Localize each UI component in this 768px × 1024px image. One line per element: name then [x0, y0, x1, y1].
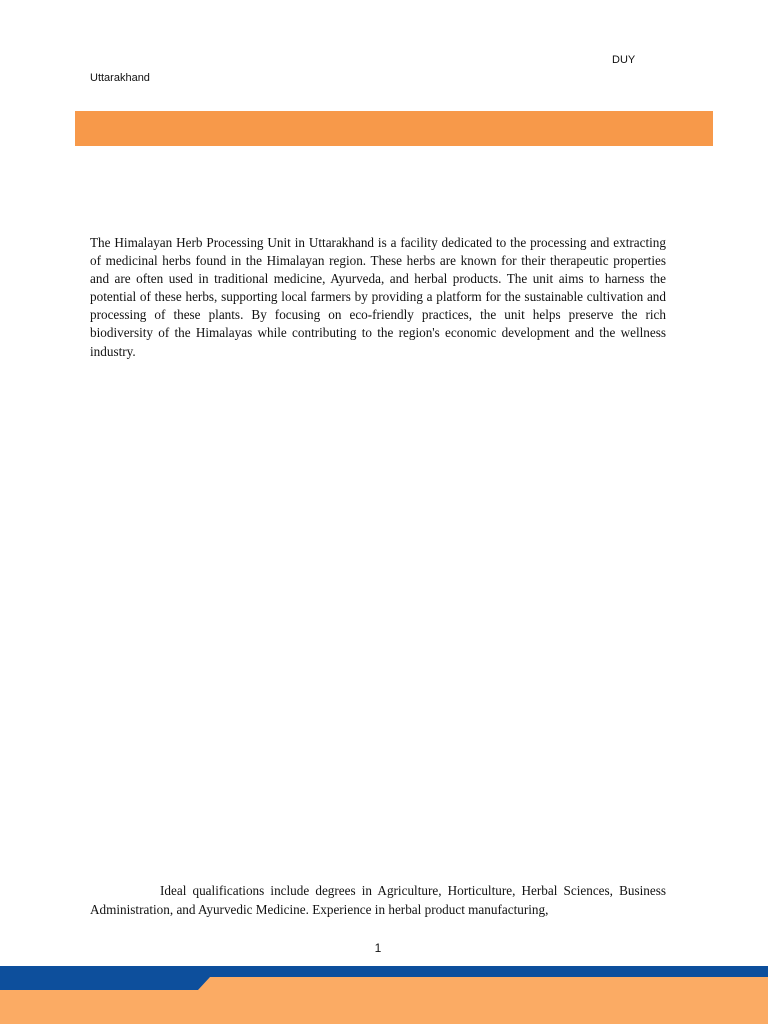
header-location: Uttarakhand — [90, 72, 150, 84]
header-accent-bar — [75, 111, 713, 146]
page-number: 1 — [374, 941, 382, 955]
qualifications-paragraph: Ideal qualifications include degrees in Agriculture, Horticulture, Herbal Sciences, Business Administration, and Ayurvedic Medicine. Experience in herbal product manufacturing, — [90, 883, 666, 917]
footer-band — [0, 966, 768, 1024]
header-right-text: DUY — [612, 54, 636, 66]
intro-paragraph: The Himalayan Herb Processing Unit in Uttarakhand is a facility dedicated to the processing and extracting of medicinal herbs found in the Himalayan region. These herbs are known for their therapeutic properties and are often used in traditional medicine, Ayurveda, and herbal products. The unit aims to harness the potential of these herbs, supporting local farmers by providing a platform for the sustainable cultivation and processing of these plants. By focusing on eco-friendly practices, the unit helps preserve the rich biodiversity of the Himalayas while contributing to the region's economic development and the wellness industry. — [90, 235, 666, 359]
